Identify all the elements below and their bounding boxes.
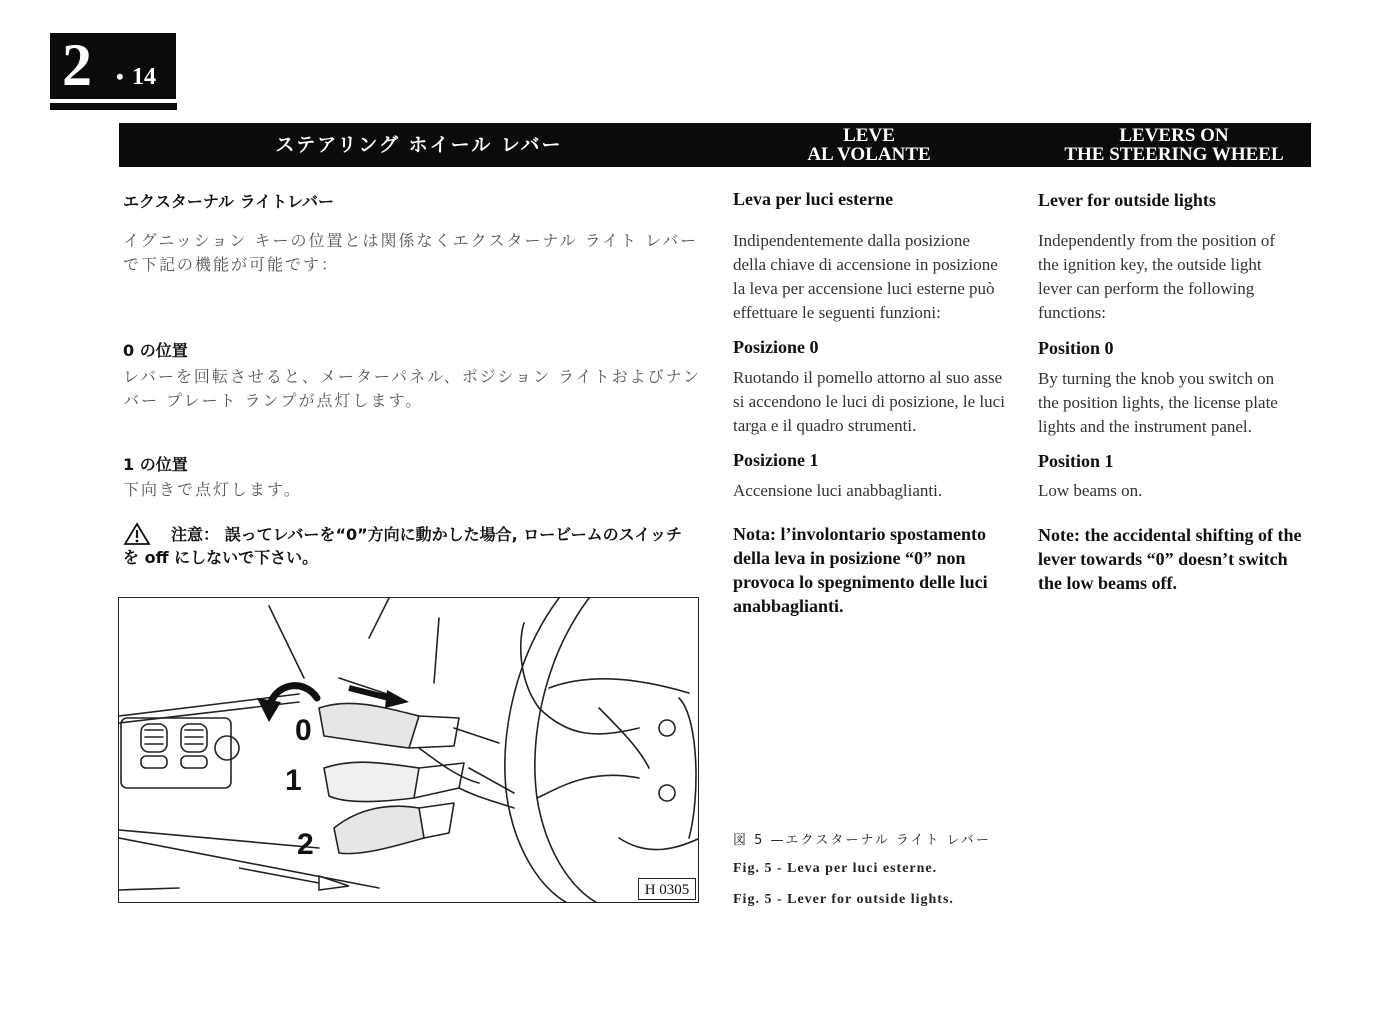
jp-pos1-text: 下向きで点灯します。 [123, 480, 302, 499]
header-en-line2: THE STEERING WHEEL [1064, 144, 1284, 165]
en-pos1-text: Low beams on. [1038, 481, 1143, 500]
jp-note-line2: を off にしないで下さい。 [123, 548, 319, 567]
it-pos0-line1: Ruotando il pomello attorno al suo asse [733, 368, 1003, 387]
en-pos1-heading: Position 1 [1038, 451, 1114, 471]
it-pos0-line2: si accendono le luci di posizione, le luci [733, 392, 1005, 411]
it-intro-line3: la leva per accensione luci esterne può [733, 279, 995, 298]
en-pos0-heading: Position 0 [1038, 338, 1114, 358]
en-note [1038, 523, 1316, 595]
it-note-line3: provoca lo spegnimento delle luci [733, 572, 988, 592]
section-number: 2 [62, 32, 90, 98]
en-pos0-text [1038, 367, 1316, 439]
jp-pos0-line2: バー プレート ランプが点灯します。 [123, 391, 424, 410]
figure-caption-en: Fig. 5 - Lever for outside lights. [733, 892, 954, 907]
it-pos0-heading: Posizione 0 [733, 337, 819, 357]
figure-label-1: 1 [285, 764, 302, 797]
it-pos0-line3: targa e il quadro strumenti. [733, 416, 917, 435]
jp-intro [123, 229, 705, 277]
section-subnumber: • 14 [132, 63, 156, 91]
en-note-line1: Note: the accidental shifting of the [1038, 525, 1302, 545]
it-pos1-heading: Posizione 1 [733, 450, 819, 470]
en-heading: Lever for outside lights [1038, 190, 1216, 210]
en-intro-line3: lever can perform the following [1038, 279, 1255, 298]
lever-figure [118, 597, 699, 903]
figure-label-0: 0 [295, 714, 312, 747]
it-note-line4: anabbaglianti. [733, 596, 844, 616]
header-en-line1: LEVERS ON [1119, 125, 1229, 146]
jp-pos0-line1: レバーを回転させると、メーターパネル、ポジション ライトおよびナン [123, 367, 701, 386]
it-intro-line1: Indipendentemente dalla posizione [733, 231, 970, 250]
it-intro-line4: effettuare le seguenti funzioni: [733, 303, 941, 322]
jp-note [123, 523, 713, 569]
jp-heading: エクスターナル ライトレバー [123, 192, 335, 211]
it-intro [733, 229, 1011, 325]
it-intro-line2: della chiave di accensione in posizione [733, 255, 998, 274]
it-note-line2: della leva in posizione “0” non [733, 548, 966, 568]
it-note [733, 522, 1011, 618]
it-pos1-text: Accensione luci anabbaglianti. [733, 481, 943, 500]
figure-label-2: 2 [297, 828, 314, 861]
it-note-line1: Nota: l’involontario spostamento [733, 524, 986, 544]
figure-caption-jp: 図 5 —エクスターナル ライト レバー [733, 833, 991, 848]
section-rule [50, 103, 177, 110]
header-it-line1: LEVE [843, 125, 895, 146]
header-title-it [759, 123, 979, 167]
section-number-badge [50, 33, 176, 99]
en-pos0-line2: the position lights, the license plate [1038, 393, 1278, 412]
jp-pos0-text [123, 365, 705, 413]
en-intro-line4: functions: [1038, 303, 1106, 322]
jp-note-line1: 注意： 誤ってレバーを“0”方向に動かした場合, ロービームのスイッチ [171, 525, 682, 544]
jp-intro-line2: で下記の機能が可能です： [123, 255, 340, 274]
en-intro [1038, 229, 1316, 325]
header-title-jp: ステアリング ホイール レバー [275, 133, 563, 156]
it-heading: Leva per luci esterne [733, 189, 894, 209]
en-note-line3: the low beams off. [1038, 573, 1177, 593]
jp-pos1-heading: 1 の位置 [123, 455, 188, 474]
en-intro-line1: Independently from the position of [1038, 231, 1276, 250]
jp-intro-line1: イグニッション キーの位置とは関係なくエクスターナル ライト レバー [123, 231, 699, 250]
figure-code: H 0305 [638, 878, 696, 900]
it-pos0-text [733, 366, 1011, 438]
jp-pos0-heading: 0 の位置 [123, 341, 188, 360]
header-bar [119, 123, 1311, 167]
header-title-en [1039, 123, 1309, 167]
en-intro-line2: the ignition key, the outside light [1038, 255, 1262, 274]
figure-caption-it: Fig. 5 - Leva per luci esterne. [733, 861, 938, 876]
en-pos0-line1: By turning the knob you switch on [1038, 369, 1275, 388]
header-it-line2: AL VOLANTE [807, 144, 931, 165]
en-note-line2: lever towards “0” doesn’t switch [1038, 549, 1288, 569]
steering-column-lever-illustration [119, 598, 699, 903]
en-pos0-line3: lights and the instrument panel. [1038, 417, 1252, 436]
